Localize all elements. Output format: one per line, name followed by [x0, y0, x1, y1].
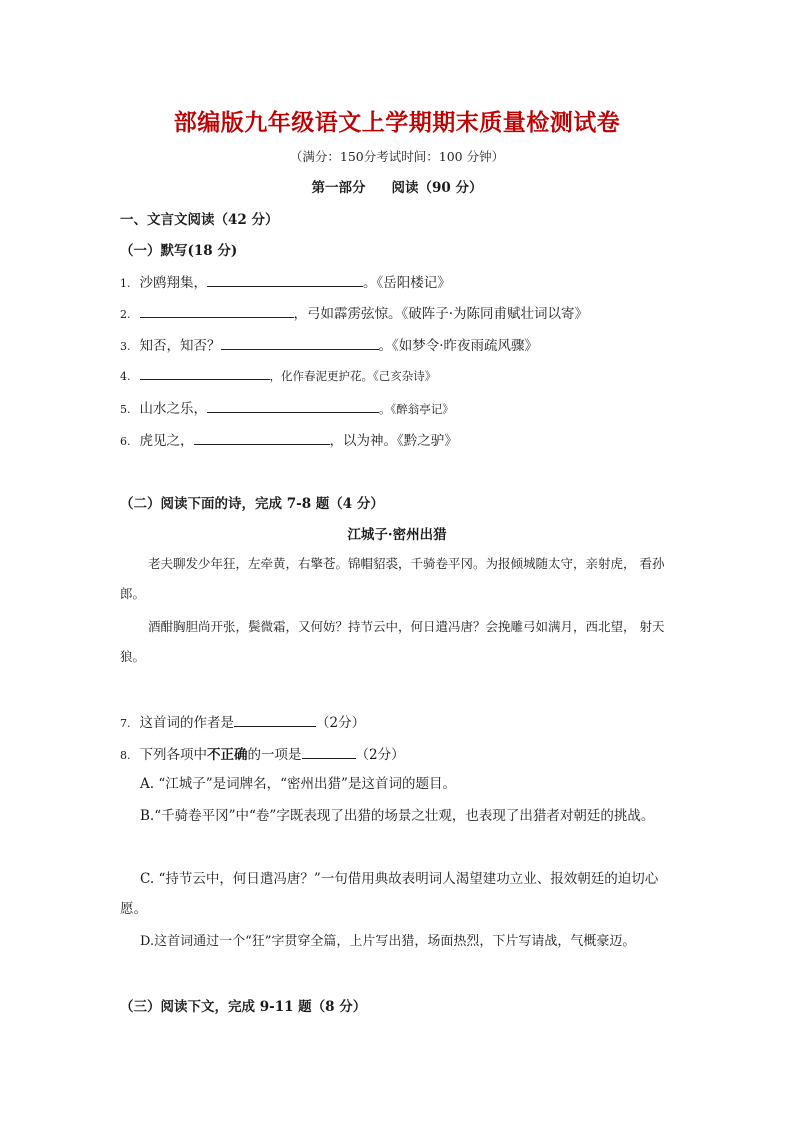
dictation-item: 2. ，弓如霹雳弦惊。《破阵子·为陈同甫赋壮词以寄》: [120, 306, 589, 322]
subsection-heading-poem: （二）阅读下面的诗，完成 7-8 题（4 分）: [120, 496, 384, 512]
poem-paragraph-2: 酒酣胸胆尚开张，鬓微霜，又何妨？持节云中，何日遣冯唐？会挽雕弓如满月，西北望， 射天狼。: [120, 619, 665, 664]
question-7: 7. 这首词的作者是 （2分）: [120, 715, 366, 731]
option-b[interactable]: B.“千骑卷平冈”中“卷”字既表现了出猎的场景之壮观，也表现了出猎者对朝廷的挑战。: [140, 808, 655, 824]
poem-paragraph-1: 老夫聊发少年狂，左牵黄，右擎苍。锦帽貂裘，千骑卷平冈。为报倾城随太守，亲射虎， 看孙郎。: [120, 556, 665, 601]
subsection-heading-dictation: （一）默写(18 分): [120, 243, 238, 259]
answer-blank[interactable]: [140, 366, 270, 380]
subsection-heading-reading: （三）阅读下文，完成 9-11 题（8 分）: [120, 999, 367, 1015]
answer-blank[interactable]: [194, 431, 330, 445]
answer-blank[interactable]: [302, 745, 356, 759]
exam-title: 部编版九年级语文上学期期末质量检测试卷: [173, 109, 621, 136]
answer-blank[interactable]: [140, 304, 294, 318]
dictation-item: 6. 虎见之， ，以为神。《黔之驴》: [120, 433, 458, 449]
section-heading-classical: 一、文言文阅读（42 分）: [120, 212, 279, 228]
answer-blank[interactable]: [234, 713, 316, 727]
dictation-item: 4. ，化作春泥更护花。《己亥杂诗》: [120, 366, 436, 384]
part-name: 阅读（90 分）: [391, 180, 483, 196]
option-d[interactable]: D.这首词通过一个“狂”字贯穿全篇，上片写出猎，场面热烈，下片写请战，气概豪迈。: [140, 934, 636, 949]
answer-blank[interactable]: [207, 273, 363, 287]
poem-title: 江城子·密州出猎: [347, 527, 447, 543]
question-8: 8. 下列各项中不正确的一项是 （2分）: [120, 747, 405, 763]
part-label: 第一部分: [311, 180, 366, 196]
answer-blank[interactable]: [221, 336, 379, 350]
exam-meta: （满分：150分考试时间：100 分钟）: [289, 149, 505, 164]
part-heading: [0, 176, 794, 196]
option-a[interactable]: A. “江城子”是词牌名，“密州出猎”是这首词的题目。: [140, 776, 456, 792]
answer-blank[interactable]: [207, 399, 379, 413]
option-c[interactable]: C. “持节云中，何日遣冯唐？”一句借用典故表明词人渴望建功立业、报效朝廷的迫切心愿。: [120, 871, 659, 917]
dictation-item: 5. 山水之乐， 。《醉翁亭记》: [120, 401, 454, 417]
emphasis-not-correct: 不正确: [207, 747, 248, 763]
dictation-item: 1. 沙鸥翔集， 。《岳阳楼记》: [120, 275, 451, 291]
dictation-item: 3. 知否，知否？ 。《如梦令·昨夜雨疏风骤》: [120, 338, 539, 354]
